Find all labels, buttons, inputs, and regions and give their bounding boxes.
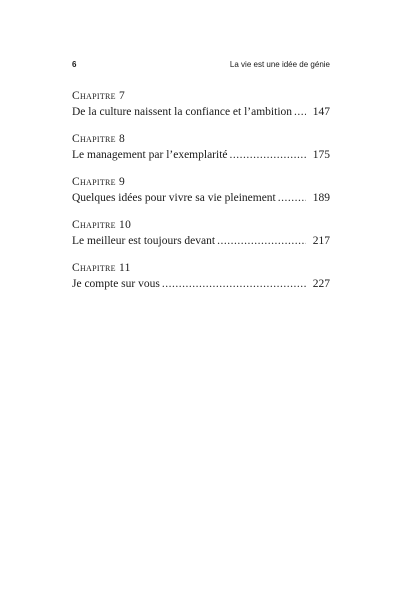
toc-line — [72, 104, 330, 120]
dot-leader — [294, 104, 306, 120]
chapter-page-number: 217 — [312, 235, 330, 247]
chapter-title: Quelques idées pour vivre sa vie pleinement — [72, 192, 276, 204]
chapter-page-number: 227 — [312, 278, 330, 290]
toc-entry-chapter-7 — [72, 88, 330, 120]
chapter-label: Chapitre 8 — [72, 133, 126, 145]
chapter-page-number: 147 — [312, 106, 330, 118]
dot-leader — [217, 233, 306, 249]
chapter-label: Chapitre 11 — [72, 262, 131, 274]
page-header — [72, 60, 330, 74]
chapter-title: Le management par l’exemplarité — [72, 149, 228, 161]
chapter-page-number: 175 — [312, 149, 330, 161]
chapter-title: Le meilleur est toujours devant — [72, 235, 216, 247]
toc-entry-chapter-11 — [72, 260, 330, 292]
table-of-contents — [72, 88, 330, 303]
chapter-label: Chapitre 9 — [72, 176, 126, 188]
toc-entry-chapter-8 — [72, 131, 330, 163]
chapter-label: Chapitre 10 — [72, 219, 132, 231]
chapter-title: Je compte sur vous — [72, 278, 160, 290]
toc-entry-chapter-10 — [72, 217, 330, 249]
dot-leader — [230, 147, 307, 163]
dot-leader — [162, 276, 306, 292]
dot-leader — [278, 190, 306, 206]
chapter-page-number: 189 — [312, 192, 330, 204]
toc-line — [72, 276, 330, 292]
toc-line — [72, 190, 330, 206]
toc-entry-chapter-9 — [72, 174, 330, 206]
chapter-title: De la culture naissent la confiance et l’ambition — [72, 106, 293, 118]
toc-line — [72, 147, 330, 163]
toc-line — [72, 233, 330, 249]
running-title: La vie est une idée de génie — [229, 60, 330, 69]
chapter-label: Chapitre 7 — [72, 90, 126, 102]
page-number: 6 — [72, 60, 77, 69]
